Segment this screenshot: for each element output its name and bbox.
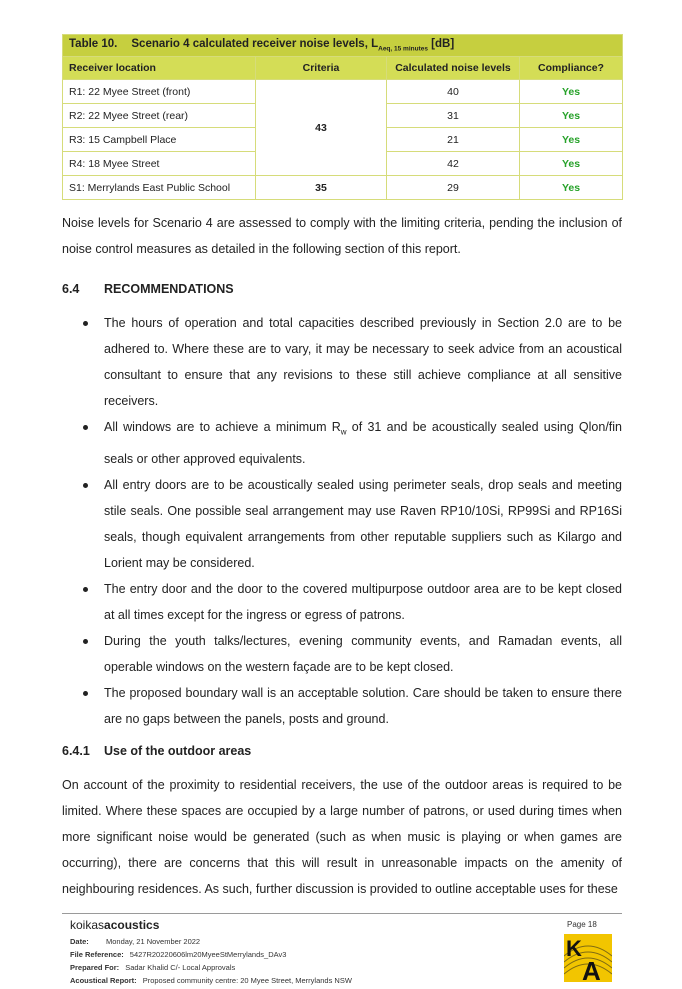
section-number: 6.4	[62, 282, 80, 296]
list-item-text: During the youth talks/lectures, evening community events, and Ramadan events, all operable windows on the western façade are to be kept closed.	[104, 633, 622, 674]
list-item-text: The hours of operation and total capacities described previously in Section 2.0 are to be adhered to. Where these are to vary, it may be necessary to seek advice from an acoustical consultant to ensure that any revisions to these still achieve compliance at all sensitive receivers.	[104, 316, 622, 408]
receiver-location-cell: R3: 15 Campbell Place	[63, 128, 256, 152]
bullet-icon	[83, 321, 88, 326]
outdoor-areas-paragraph: On account of the proximity to residential receivers, the use of the outdoor areas is required to be limited. Where these spaces are occupied by a large number of patrons, or used during times when more significant noise would be generated (such as when music is playing or when games are occurring), there are concerns that this will result in unreasonable impacts on the amenity of neighbouring residences. As such, further discussion is provided to outline acceptable uses for these	[62, 778, 622, 896]
noise-level-cell: 31	[387, 104, 520, 128]
list-item-text: The proposed boundary wall is an acceptable solution. Care should be taken to ensure there are no gaps between the panels, posts and ground.	[104, 685, 622, 726]
footer-acoustical-report	[70, 974, 510, 987]
noise-level-cell: 42	[387, 152, 520, 176]
compliance-cell: Yes	[520, 152, 623, 176]
noise-level-cell: 21	[387, 128, 520, 152]
table-row	[63, 80, 623, 104]
meta-value: 5427R20220606lm20MyeeStMerrylands_DAv3	[129, 950, 287, 959]
meta-label: Prepared For:	[70, 963, 120, 972]
receiver-location-cell: R4: 18 Myee Street	[63, 152, 256, 176]
meta-label: Acoustical Report:	[70, 976, 137, 985]
column-header: Calculated noise levels	[387, 57, 520, 80]
brand-bold: acoustics	[104, 918, 160, 932]
footer-file-reference	[70, 948, 510, 961]
compliance-cell: Yes	[520, 128, 623, 152]
section-number: 6.4.1	[62, 744, 90, 758]
list-item	[62, 310, 622, 414]
section-heading-6-4-1	[62, 744, 251, 758]
table-number: Table 10.	[69, 38, 118, 51]
receiver-location-cell: R2: 22 Myee Street (rear)	[63, 104, 256, 128]
table-row	[63, 176, 623, 200]
footer-date	[70, 935, 510, 948]
koikas-logo-icon	[564, 934, 612, 982]
meta-value: Sadar Khalid C/- Local Approvals	[125, 963, 236, 972]
list-item-text: All entry doors are to be acoustically sealed using perimeter seals, drop seals and meeting stile seals. One possible seal arrangement may use Raven RP10/10Si, RP99Si and RP16Si seals, though equivalent arrangements from other reputable suppliers such as Kilargo and Lorient may be considered.	[104, 477, 622, 570]
table-title: Scenario 4 calculated receiver noise levels, L	[131, 38, 379, 51]
section-title: RECOMMENDATIONS	[104, 282, 234, 296]
list-item-text: The entry door and the door to the covered multipurpose outdoor area are to be kept closed at all times except for the ingress or egress of patrons.	[104, 581, 622, 622]
list-item	[62, 576, 622, 628]
meta-label: Date:	[70, 937, 89, 946]
bullet-icon	[83, 587, 88, 592]
footer-prepared-for	[70, 961, 510, 974]
meta-value: Monday, 21 November 2022	[106, 937, 201, 946]
receiver-location-cell: R1: 22 Myee Street (front)	[63, 80, 256, 104]
subscript: w	[340, 427, 347, 437]
list-item	[62, 414, 622, 472]
section-heading-6-4	[62, 282, 234, 296]
bullet-icon	[83, 691, 88, 696]
meta-label: File Reference:	[70, 950, 124, 959]
receiver-location-cell: S1: Merrylands East Public School	[63, 176, 256, 200]
column-header: Compliance?	[520, 57, 623, 80]
page-number: Page 18	[567, 920, 597, 929]
noise-table-container	[62, 34, 622, 200]
column-header: Criteria	[256, 57, 387, 80]
bullet-icon	[83, 425, 88, 430]
noise-levels-table	[62, 34, 623, 200]
bullet-icon	[83, 483, 88, 488]
compliance-cell: Yes	[520, 176, 623, 200]
list-item-text	[104, 420, 622, 466]
brand-wordmark	[70, 918, 159, 932]
table-caption	[63, 35, 623, 57]
brand-light: koikas	[70, 918, 105, 932]
compliance-cell: Yes	[520, 104, 623, 128]
criteria-cell: 35	[256, 176, 387, 200]
list-item	[62, 472, 622, 576]
noise-level-cell: 29	[387, 176, 520, 200]
table-title-subscript: Aeq, 15 minutes	[378, 45, 428, 53]
footer-divider	[62, 913, 622, 914]
column-header: Receiver location	[63, 57, 256, 80]
table-header-row	[63, 57, 623, 80]
table-title-unit: [dB]	[427, 38, 455, 51]
recommendations-list	[62, 310, 622, 732]
bullet-icon	[83, 639, 88, 644]
criteria-cell: 43	[256, 80, 387, 176]
noise-level-cell: 40	[387, 80, 520, 104]
text-run: of 31 and be acoustically sealed using Qlon/fin seals or other approved equivalents.	[104, 420, 623, 466]
compliance-summary-paragraph: Noise levels for Scenario 4 are assessed to comply with the limiting criteria, pending the inclusion of noise control measures as detailed in the following section of this report.	[62, 216, 622, 256]
svg-text:K: K	[566, 936, 582, 961]
list-item	[62, 680, 622, 732]
section-title: Use of the outdoor areas	[104, 744, 252, 758]
text-run: All windows are to achieve a minimum R	[104, 420, 341, 434]
compliance-cell: Yes	[520, 80, 623, 104]
meta-value: Proposed community centre: 20 Myee Street, Merrylands NSW	[142, 976, 352, 985]
list-item	[62, 628, 622, 680]
svg-text:A: A	[582, 956, 601, 982]
